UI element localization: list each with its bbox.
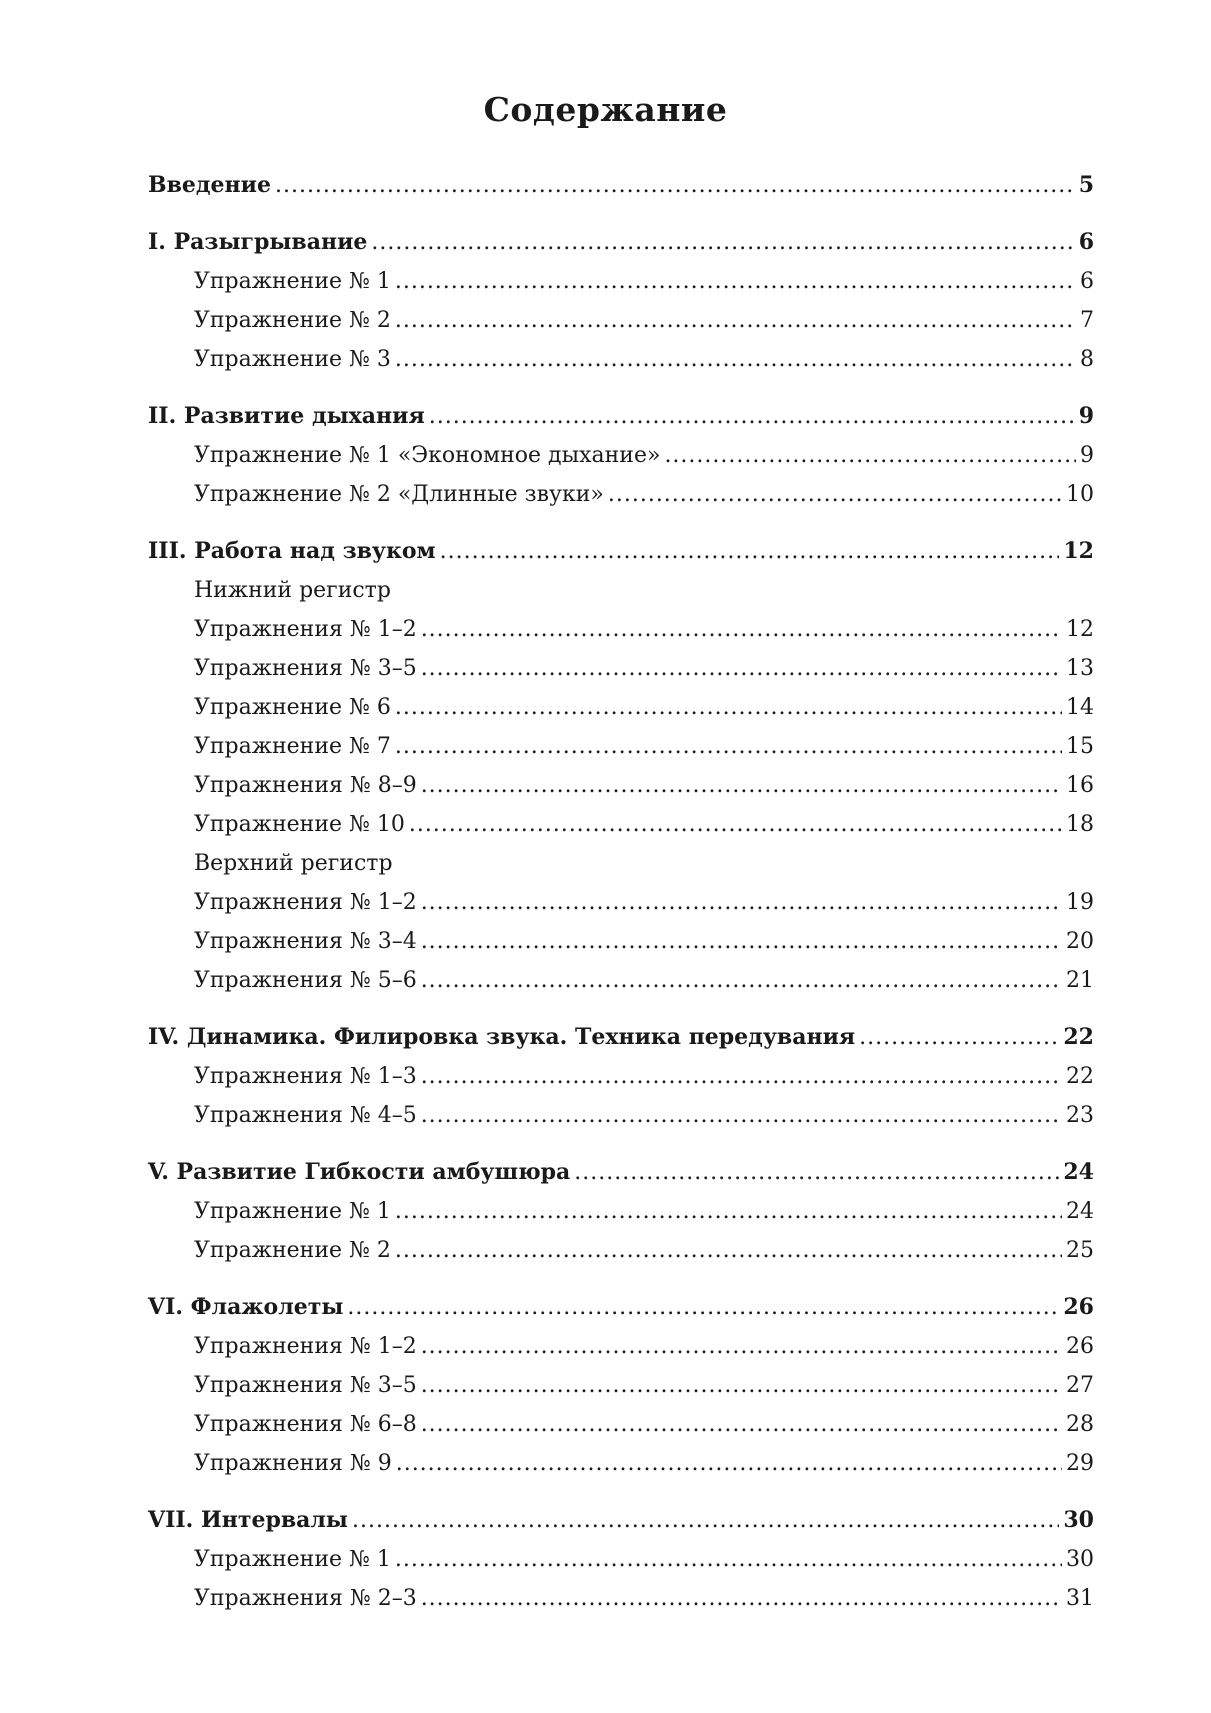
toc-leader-dots <box>395 340 1076 379</box>
toc-item <box>148 436 1094 475</box>
toc-label: Упражнения № 3–5 <box>194 1373 417 1398</box>
toc-label: Введение <box>148 172 271 198</box>
toc-leader-dots <box>429 397 1075 436</box>
toc-section <box>148 1153 1094 1192</box>
toc-label: V. Развитие Гибкости амбушюра <box>148 1159 571 1185</box>
toc-item <box>148 475 1094 514</box>
toc-leader-dots <box>347 1288 1059 1327</box>
toc-leader-dots <box>421 1366 1062 1405</box>
toc-label: VII. Интервалы <box>148 1507 348 1533</box>
toc-label: Упражнения № 5–6 <box>194 968 417 993</box>
toc-section <box>148 532 1094 571</box>
toc-page-number: 14 <box>1066 695 1094 720</box>
toc-page-number: 6 <box>1080 269 1094 294</box>
toc-label: Упражнения № 1–3 <box>194 1064 417 1089</box>
toc-leader-dots <box>859 1018 1059 1057</box>
toc-label: Упражнение № 1 <box>194 1547 391 1572</box>
toc-label: Упражнение № 2 <box>194 1238 391 1263</box>
toc-item <box>148 1327 1094 1366</box>
toc-leader-dots <box>421 883 1062 922</box>
toc-section <box>148 223 1094 262</box>
toc-label: I. Разыгрывание <box>148 229 368 255</box>
toc-page-number: 26 <box>1063 1294 1094 1320</box>
toc-page-number: 21 <box>1066 968 1094 993</box>
toc-label: Упражнение № 6 <box>194 695 391 720</box>
toc-leader-dots <box>409 805 1062 844</box>
toc-item <box>148 262 1094 301</box>
toc-page-number: 12 <box>1063 538 1094 564</box>
toc-leader-dots <box>421 1057 1062 1096</box>
toc-leader-dots <box>395 262 1076 301</box>
toc-leader-dots <box>421 922 1062 961</box>
toc-label: IV. Динамика. Филировка звука. Техника передувания <box>148 1024 856 1050</box>
toc-label: Упражнения № 6–8 <box>194 1412 417 1437</box>
toc-label: Упражнения № 3–4 <box>194 929 417 954</box>
toc-page-number: 9 <box>1078 403 1094 429</box>
toc-page-number: 22 <box>1066 1064 1094 1089</box>
toc-page-number: 23 <box>1066 1103 1094 1128</box>
toc-item <box>148 883 1094 922</box>
toc-item <box>148 1405 1094 1444</box>
toc-section <box>148 1018 1094 1057</box>
toc-page-number: 24 <box>1066 1199 1094 1224</box>
toc-leader-dots <box>440 532 1060 571</box>
toc-item <box>148 727 1094 766</box>
toc-item <box>148 649 1094 688</box>
toc-item <box>148 301 1094 340</box>
toc-label: Упражнения № 2–3 <box>194 1586 417 1611</box>
toc-label: Упражнение № 1 <box>194 1199 391 1224</box>
toc-label: Упражнение № 1 «Экономное дыхание» <box>194 443 661 468</box>
toc-leader-dots <box>421 1096 1062 1135</box>
toc-page-number: 31 <box>1066 1586 1094 1611</box>
toc-section <box>148 166 1094 205</box>
toc-item <box>148 1444 1094 1483</box>
toc-label: Упражнения № 1–2 <box>194 617 417 642</box>
toc-page-number: 24 <box>1063 1159 1094 1185</box>
toc-page-number: 5 <box>1078 172 1094 198</box>
toc-subheading <box>148 571 1094 610</box>
toc-page-number: 12 <box>1066 617 1094 642</box>
toc-page-number: 7 <box>1080 308 1094 333</box>
page-title: Содержание <box>483 90 728 129</box>
toc-leader-dots <box>574 1153 1059 1192</box>
toc-label: Упражнения № 1–2 <box>194 890 417 915</box>
toc-page-number: 26 <box>1066 1334 1094 1359</box>
toc-page-number: 28 <box>1066 1412 1094 1437</box>
toc-page-number: 30 <box>1066 1547 1094 1572</box>
toc-subheading <box>148 844 1094 883</box>
toc-item <box>148 1366 1094 1405</box>
toc-page-number: 30 <box>1063 1507 1094 1533</box>
toc-label: Упражнение № 7 <box>194 734 391 759</box>
toc-page-number: 13 <box>1066 656 1094 681</box>
toc-leader-dots <box>396 1444 1062 1483</box>
toc-item <box>148 961 1094 1000</box>
toc-item <box>148 688 1094 727</box>
toc-label: Упражнения № 3–5 <box>194 656 417 681</box>
toc-page-number: 22 <box>1063 1024 1094 1050</box>
toc-label: Упражнение № 2 «Длинные звуки» <box>194 482 604 507</box>
toc-item <box>148 1192 1094 1231</box>
toc-item <box>148 922 1094 961</box>
toc-leader-dots <box>421 766 1062 805</box>
toc-label: Упражнения № 1–2 <box>194 1334 417 1359</box>
toc-section <box>148 397 1094 436</box>
toc-item <box>148 1579 1094 1618</box>
toc-item <box>148 610 1094 649</box>
toc-item <box>148 1540 1094 1579</box>
toc-label: Нижний регистр <box>194 578 391 603</box>
toc-leader-dots <box>421 610 1062 649</box>
toc-leader-dots <box>421 961 1062 1000</box>
toc-leader-dots <box>421 1405 1062 1444</box>
toc-label: VI. Флажолеты <box>148 1294 344 1320</box>
toc-leader-dots <box>395 688 1062 727</box>
toc-label: Упражнение № 10 <box>194 812 405 837</box>
toc-section <box>148 1501 1094 1540</box>
toc-leader-dots <box>395 1231 1062 1270</box>
toc-page-number: 19 <box>1066 890 1094 915</box>
toc-page-number: 16 <box>1066 773 1094 798</box>
toc-item <box>148 340 1094 379</box>
toc-item <box>148 805 1094 844</box>
toc-label: Упражнения № 4–5 <box>194 1103 417 1128</box>
toc-leader-dots <box>608 475 1062 514</box>
toc-leader-dots <box>421 1579 1062 1618</box>
toc-page-number: 20 <box>1066 929 1094 954</box>
table-of-contents <box>148 166 1094 1618</box>
toc-item <box>148 1096 1094 1135</box>
toc-leader-dots <box>352 1501 1059 1540</box>
toc-leader-dots <box>371 223 1074 262</box>
toc-leader-dots <box>395 727 1062 766</box>
toc-item <box>148 766 1094 805</box>
toc-leader-dots <box>421 1327 1062 1366</box>
toc-leader-dots <box>395 1540 1062 1579</box>
toc-leader-dots <box>421 649 1062 688</box>
toc-item <box>148 1057 1094 1096</box>
toc-page-number: 8 <box>1080 347 1094 372</box>
toc-leader-dots <box>664 436 1076 475</box>
toc-page-number: 15 <box>1066 734 1094 759</box>
toc-label: Упражнение № 2 <box>194 308 391 333</box>
toc-page-number: 18 <box>1066 812 1094 837</box>
toc-page-number: 10 <box>1066 482 1094 507</box>
toc-label: II. Развитие дыхания <box>148 403 425 429</box>
toc-label: Упражнение № 3 <box>194 347 391 372</box>
toc-page-number: 27 <box>1066 1373 1094 1398</box>
toc-leader-dots <box>395 1192 1062 1231</box>
toc-section <box>148 1288 1094 1327</box>
toc-label: Упражнения № 8–9 <box>194 773 417 798</box>
toc-leader-dots <box>395 301 1076 340</box>
toc-leader-dots <box>275 166 1075 205</box>
toc-label: Упражнение № 1 <box>194 269 391 294</box>
toc-label: III. Работа над звуком <box>148 538 436 564</box>
toc-page-number: 6 <box>1078 229 1094 255</box>
toc-page-number: 25 <box>1066 1238 1094 1263</box>
toc-item <box>148 1231 1094 1270</box>
toc-label: Упражнения № 9 <box>194 1451 392 1476</box>
toc-label: Верхний регистр <box>194 851 393 876</box>
toc-page-number: 29 <box>1066 1451 1094 1476</box>
toc-page-number: 9 <box>1080 443 1094 468</box>
